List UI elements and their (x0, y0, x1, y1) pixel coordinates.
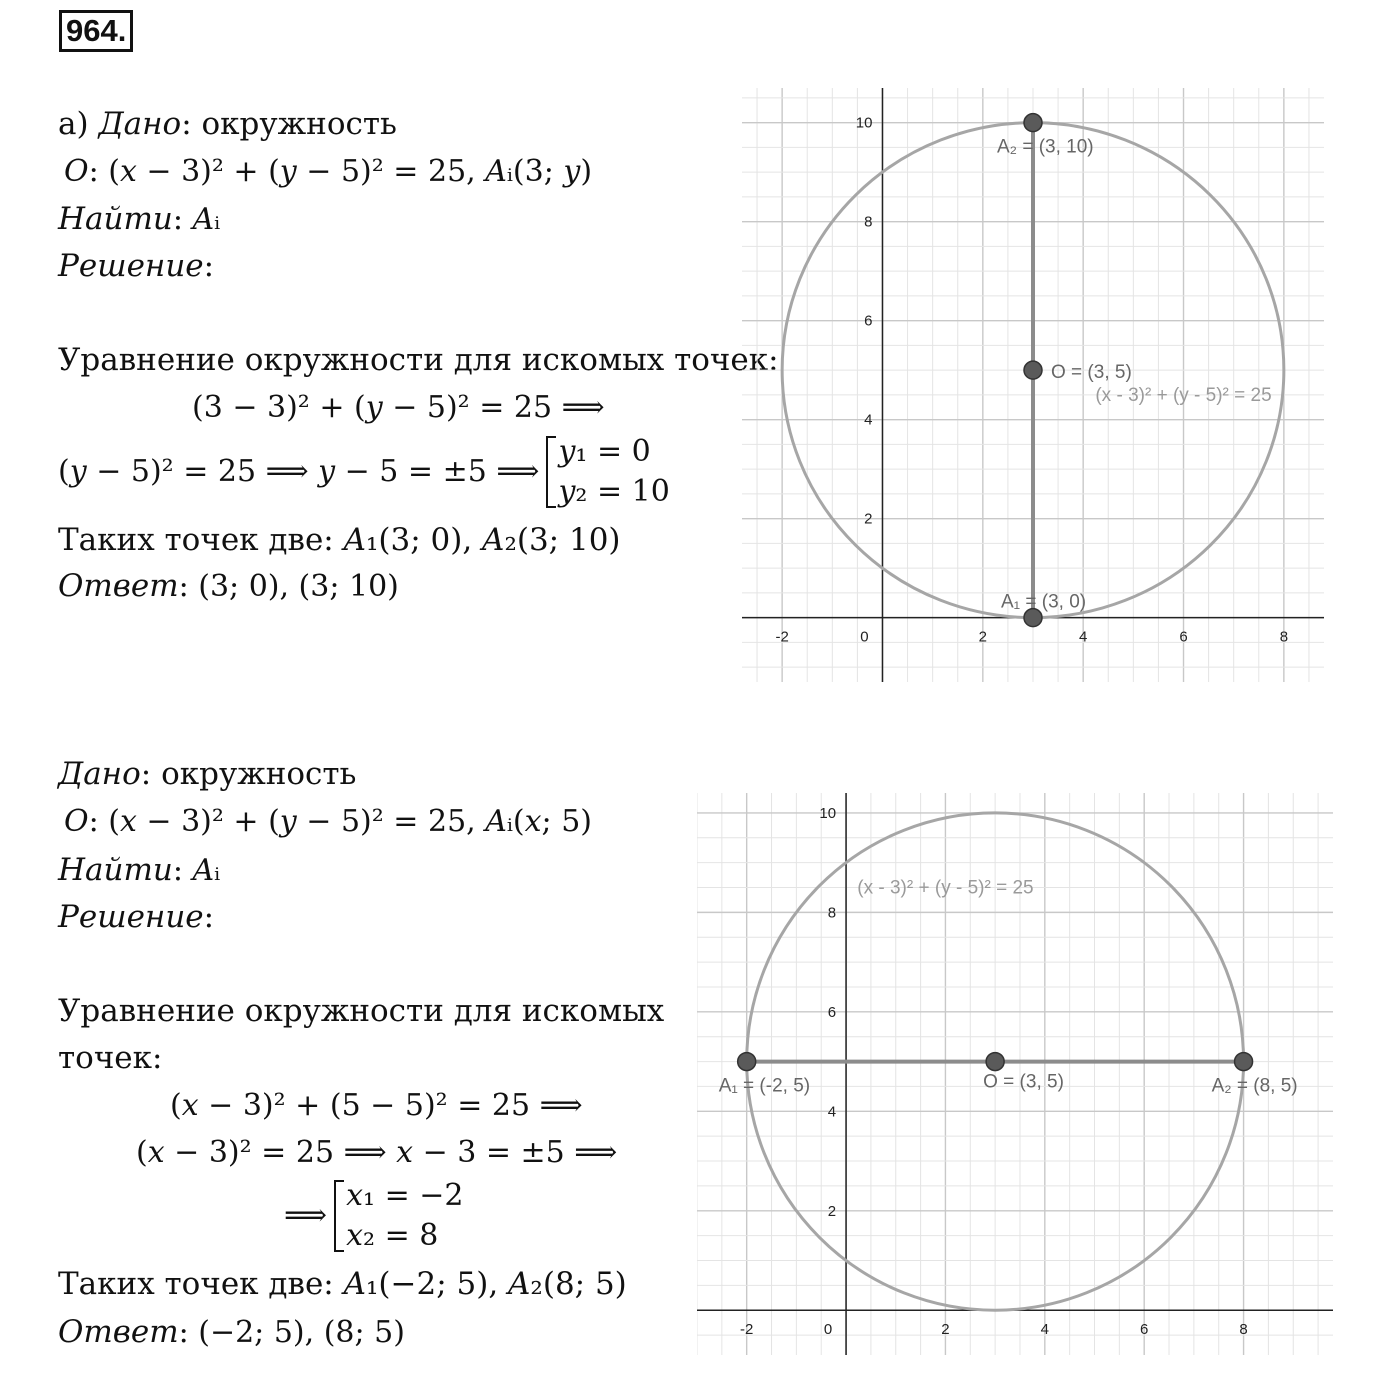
part-b-cases (332, 1176, 463, 1256)
part-a-find-label: Найти (58, 201, 173, 237)
part-b-solution-colon: : (203, 899, 215, 935)
y-tick-label: 10 (819, 804, 837, 822)
y-tick-label: 4 (827, 1103, 837, 1121)
part-a-answer-label: Ответ (58, 568, 179, 604)
part-b-answer-text: : (−2; 5), (8; 5) (178, 1315, 405, 1350)
graph-part-b (697, 793, 1333, 1355)
y-tick-label: 6 (864, 312, 873, 330)
part-b-points: Таких точек две: 𝐴₁(−2; 5), 𝐴₂(8; 5) (58, 1266, 627, 1302)
graph-part-a (742, 88, 1324, 682)
part-a-find (58, 199, 220, 240)
part-b-equation-3-prefix: ⟹ (284, 1198, 328, 1233)
y-tick-label: 4 (864, 411, 873, 429)
part-a-case-2: 𝑦₂ = 10 (558, 474, 670, 509)
part-b-equation-2: (𝑥 − 3)² = 25 ⟹ 𝑥 − 3 = ±5 ⟹ (136, 1135, 618, 1170)
y-tick-label: 2 (864, 510, 873, 528)
part-a-points: Таких точек две: 𝐴₁(3; 0), 𝐴₂(3; 10) (58, 522, 621, 558)
part-a-equation-2-row (58, 432, 670, 512)
y-tick-label: 8 (827, 904, 837, 922)
point-label: A₂ = (3, 10) (997, 136, 1094, 158)
part-b-equation-3-row (284, 1176, 464, 1256)
point-label: A₂ = (8, 5) (1211, 1075, 1298, 1097)
part-b-find-text: : 𝐴ᵢ (172, 853, 221, 888)
part-b-solution (58, 897, 214, 937)
circle-equation-label: (x - 3)² + (y - 5)² = 25 (857, 877, 1034, 899)
part-b-find (58, 850, 220, 891)
x-tick-label: 6 (1179, 628, 1188, 646)
point-O (986, 1053, 1004, 1071)
point-label: A₁ = (-2, 5) (718, 1075, 811, 1097)
x-tick-label: 2 (978, 628, 987, 646)
x-tick-label: 8 (1239, 1321, 1248, 1339)
part-a-circle-equation: 𝑂: (𝑥 − 3)² + (𝑦 − 5)² = 25, 𝐴ᵢ(3; 𝑦) (64, 154, 593, 189)
y-tick-label: 8 (864, 213, 873, 231)
x-tick-label: 8 (1279, 628, 1289, 646)
point-O (1024, 361, 1042, 379)
part-a-prefix: а) (58, 106, 99, 142)
part-b-answer-label: Ответ (58, 1314, 179, 1350)
part-b-find-label: Найти (58, 852, 173, 888)
point-A₂ (1235, 1053, 1253, 1071)
part-a-solution-colon: : (203, 248, 215, 284)
part-a-given-text: : окружность (181, 106, 397, 142)
part-b-circle-equation: 𝑂: (𝑥 − 3)² + (𝑦 − 5)² = 25, 𝐴ᵢ(𝑥; 5) (64, 804, 592, 839)
part-b-given (58, 754, 356, 794)
x-tick-label: -2 (775, 628, 789, 646)
part-a-solution (58, 246, 214, 286)
x-tick-label: 6 (1140, 1321, 1149, 1339)
y-tick-label: 2 (827, 1202, 837, 1220)
point-label: O = (3, 5) (1051, 362, 1132, 384)
y-tick-label: 6 (827, 1003, 837, 1021)
part-b-case-1: 𝑥₁ = −2 (346, 1178, 464, 1213)
part-a-equation-1: (3 − 3)² + (𝑦 − 5)² = 25 ⟹ (192, 390, 605, 425)
part-a-given (58, 104, 397, 144)
part-a-given-label: Дано (98, 106, 182, 142)
point-label: A₁ = (3, 0) (1001, 591, 1087, 613)
part-a-equation-intro: Уравнение окружности для искомых точек: (58, 342, 779, 378)
part-a-find-text: : 𝐴ᵢ (172, 202, 221, 237)
part-b-case-2: 𝑥₂ = 8 (346, 1218, 439, 1253)
x-tick-label: 4 (1079, 628, 1088, 646)
part-b-equation-intro-2: точек: (58, 1040, 163, 1076)
part-a-cases (544, 432, 669, 512)
problem-number: 964. (59, 10, 133, 52)
x-tick-label: 0 (823, 1321, 833, 1339)
point-label: O = (3, 5) (983, 1071, 1064, 1093)
part-a-answer (58, 566, 399, 607)
part-b-equation-1: (𝑥 − 3)² + (5 − 5)² = 25 ⟹ (170, 1088, 583, 1123)
part-b-given-text: : окружность (140, 756, 357, 792)
point-A₁ (738, 1053, 756, 1071)
part-a-case-1: 𝑦₁ = 0 (558, 434, 651, 469)
part-b-equation-intro-1: Уравнение окружности для искомых (58, 993, 665, 1029)
part-a-equation-2: (𝑦 − 5)² = 25 ⟹ 𝑦 − 5 = ±5 ⟹ (58, 454, 540, 489)
x-tick-label: 0 (860, 628, 869, 646)
x-tick-label: 4 (1040, 1321, 1049, 1339)
part-b-given-label: Дано (58, 756, 141, 792)
part-a-answer-text: : (3; 0), (3; 10) (178, 569, 399, 604)
part-b-solution-label: Решение (58, 899, 204, 935)
y-tick-label: 10 (855, 114, 873, 132)
x-tick-label: 2 (941, 1321, 950, 1339)
part-b-answer (58, 1312, 405, 1353)
point-A₂ (1024, 114, 1042, 132)
x-tick-label: -2 (740, 1321, 754, 1339)
circle-equation-label: (x - 3)² + (y - 5)² = 25 (1095, 384, 1272, 406)
part-a-solution-label: Решение (58, 248, 204, 284)
